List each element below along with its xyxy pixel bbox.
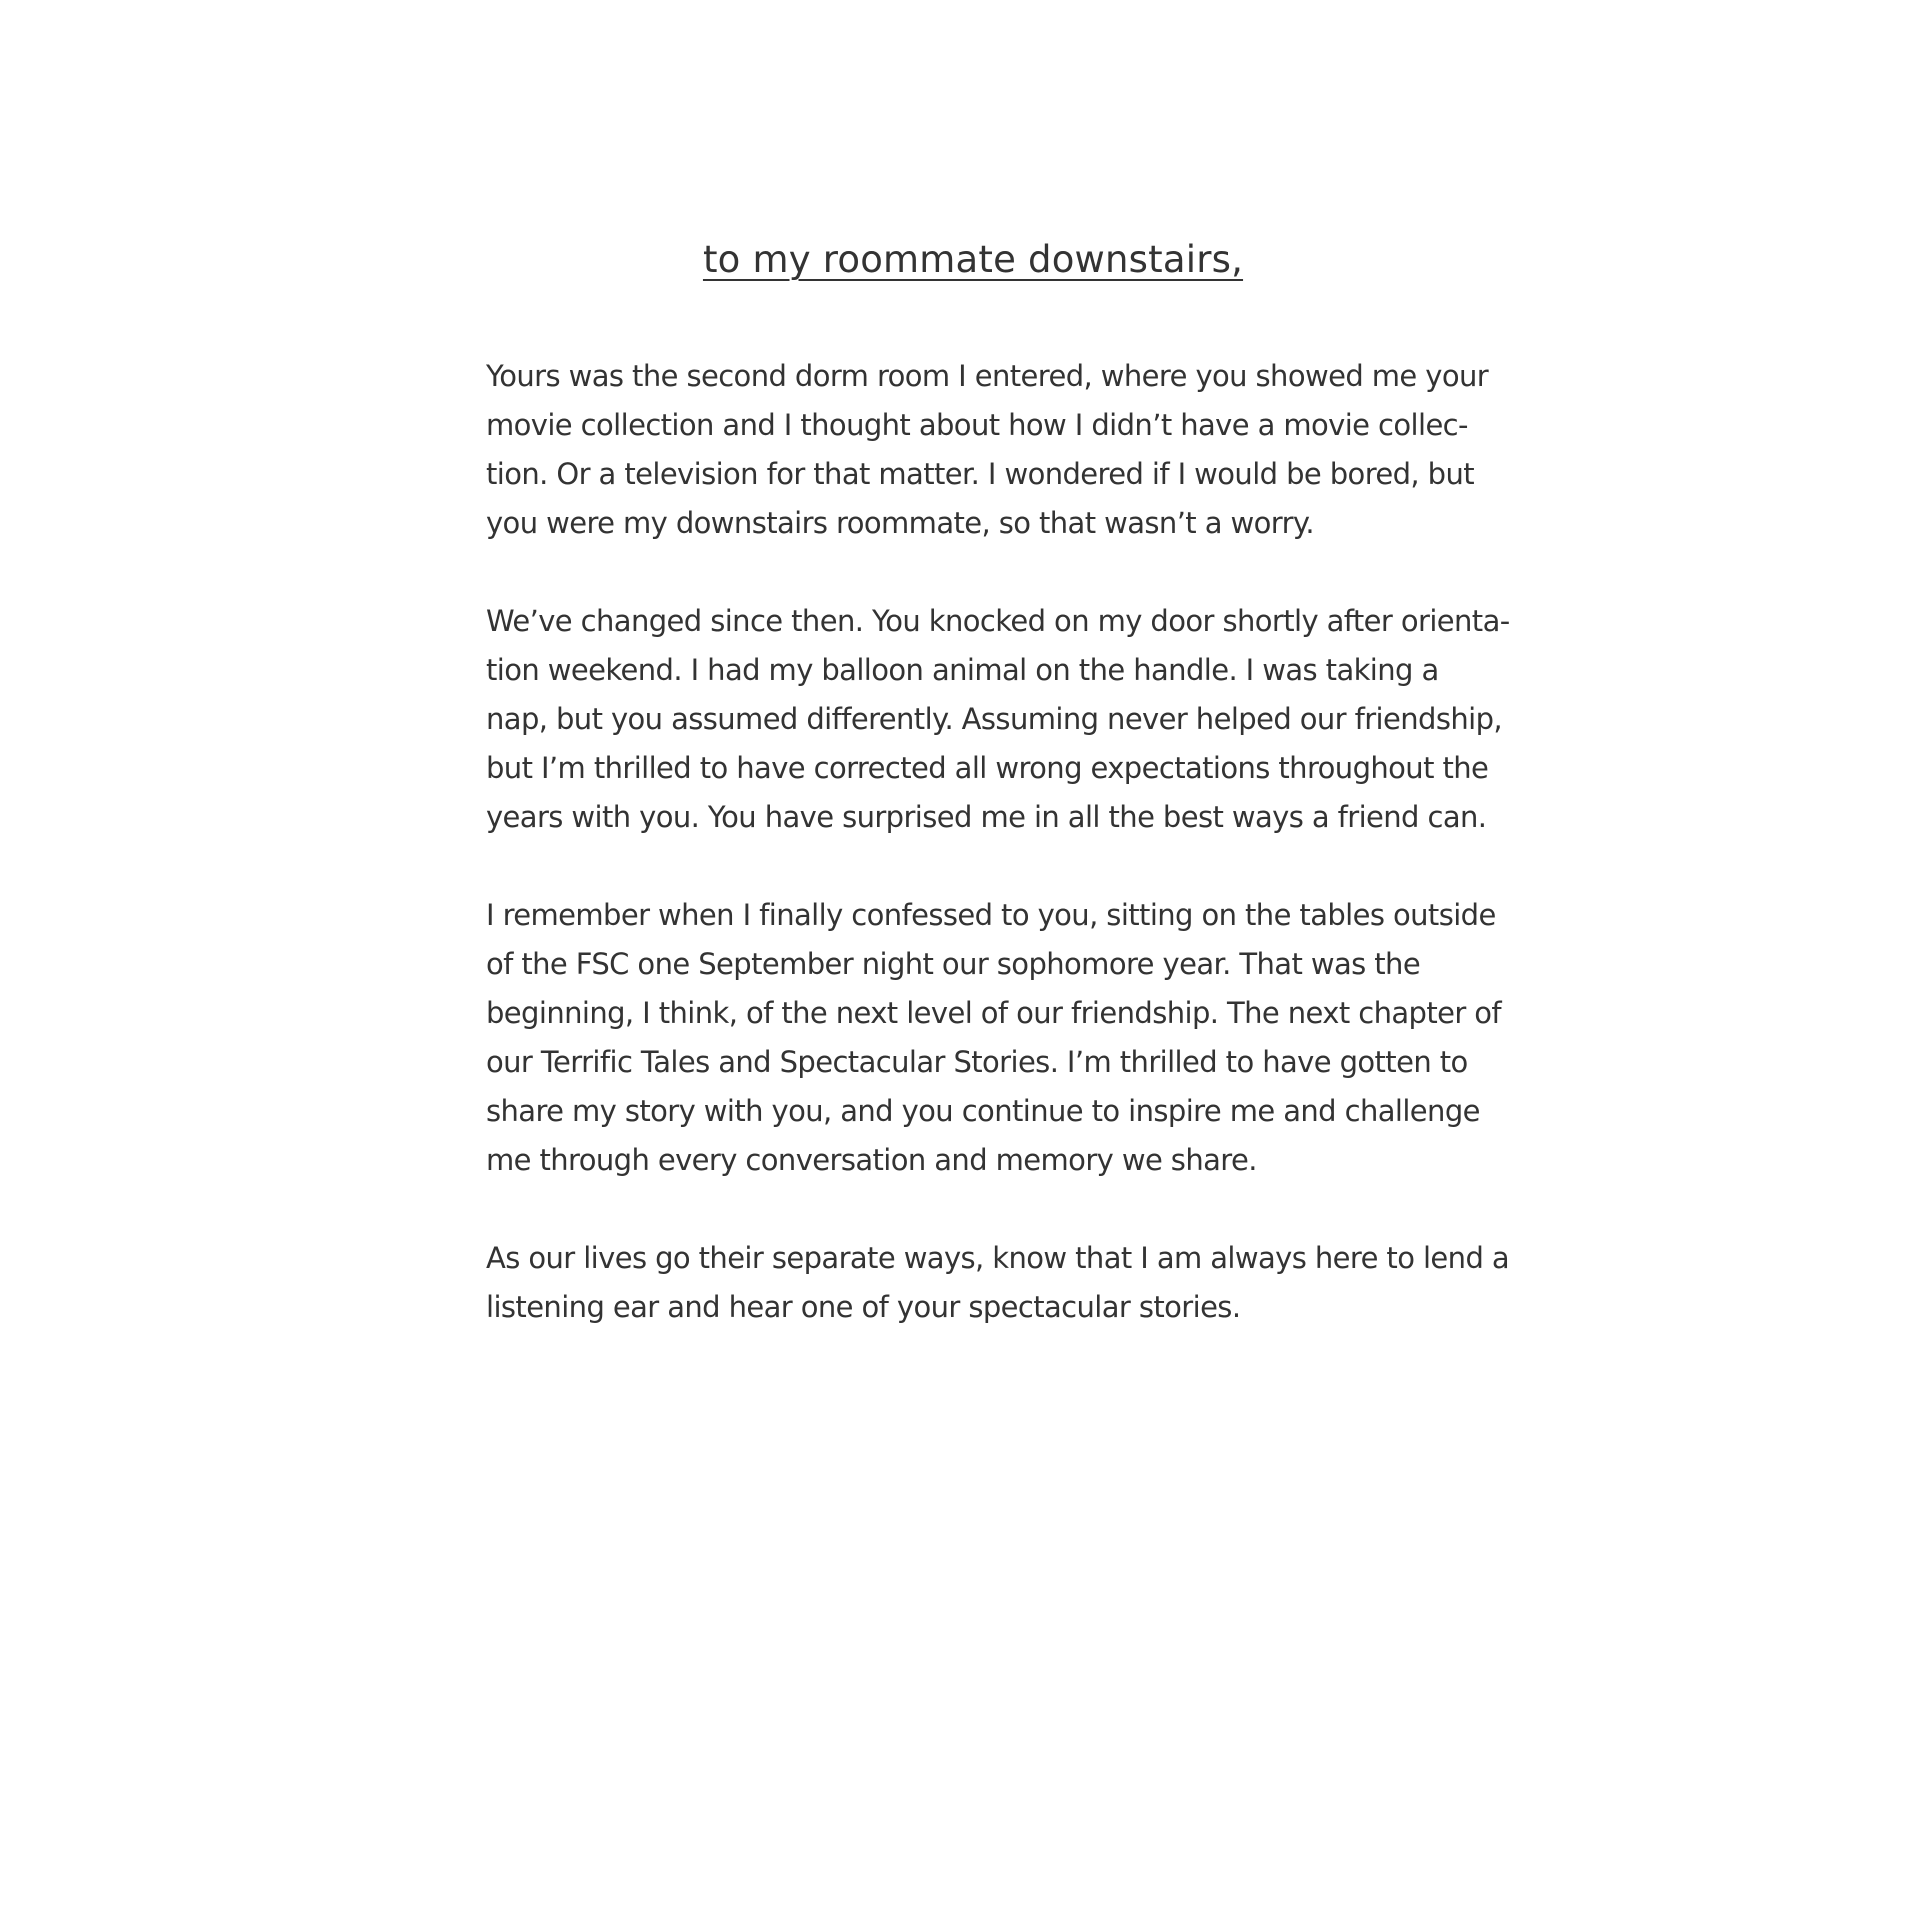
paragraph-line: me through every conversation and memory we share.: [486, 1143, 1257, 1177]
paragraph-line: beginning, I think, of the next level of our friendship. The next chapter of: [486, 996, 1502, 1030]
paragraph-line: tion weekend. I had my balloon animal on the handle. I was taking a: [486, 653, 1439, 687]
paragraph-line: nap, but you assumed differently. Assuming never helped our friendship,: [486, 702, 1503, 736]
paragraph-3: [486, 891, 1502, 1185]
paragraph-line: tion. Or a television for that matter. I wondered if I would be bored, but: [486, 457, 1475, 491]
paragraph-line: listening ear and hear one of your spectacular stories.: [486, 1290, 1241, 1324]
salutation-text: to my roommate downstairs,: [702, 238, 1244, 281]
paragraph-line: movie collection and I thought about how I didn’t have a movie collec-: [486, 408, 1468, 442]
paragraph-line: of the FSC one September night our sophomore year. That was the: [486, 947, 1421, 981]
paragraph-line: years with you. You have surprised me in all the best ways a friend can.: [486, 800, 1487, 834]
paragraph-line: you were my downstairs roommate, so that wasn’t a worry.: [486, 506, 1314, 540]
paragraph-line: Yours was the second dorm room I entered, where you showed me your: [486, 359, 1489, 393]
paragraph-4: [486, 1234, 1510, 1332]
paragraph-1: [486, 352, 1489, 548]
letter-salutation: [0, 238, 1920, 281]
paragraph-line: We’ve changed since then. You knocked on my door shortly after orienta-: [486, 604, 1510, 638]
letter-body: [486, 352, 1510, 1381]
paragraph-line: but I’m thrilled to have corrected all wrong expectations throughout the: [486, 751, 1489, 785]
paragraph-line: our Terrific Tales and Spectacular Stories. I’m thrilled to have gotten to: [486, 1045, 1468, 1079]
paragraph-2: [486, 597, 1510, 842]
paragraph-line: As our lives go their separate ways, know that I am always here to lend a: [486, 1241, 1510, 1275]
paragraph-line: I remember when I finally confessed to you, sitting on the tables outside: [486, 898, 1496, 932]
paragraph-line: share my story with you, and you continue to inspire me and challenge: [486, 1094, 1480, 1128]
